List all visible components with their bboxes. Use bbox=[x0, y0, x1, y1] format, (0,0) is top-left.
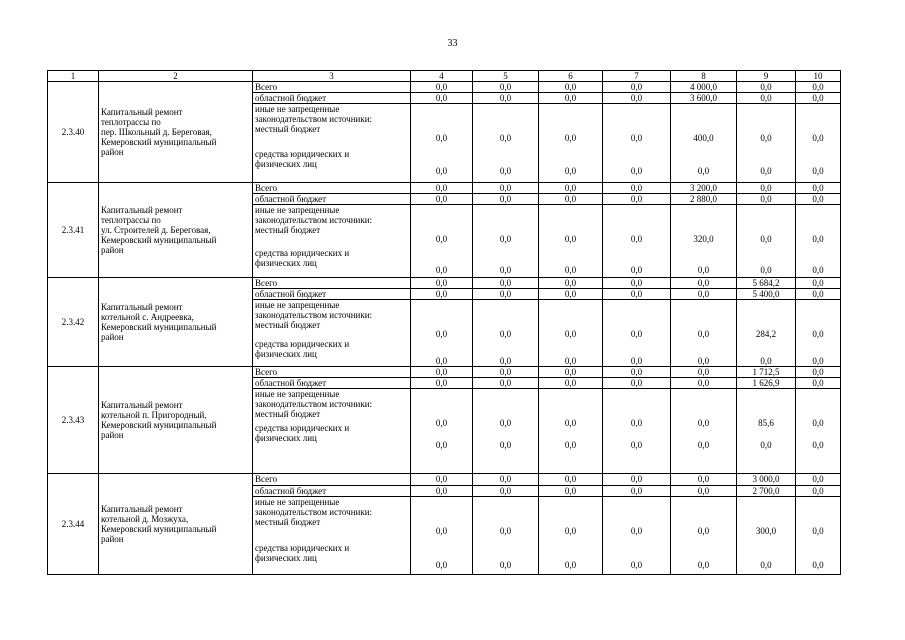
value-cell-pair bbox=[603, 300, 671, 367]
local-value: 0,0 bbox=[435, 133, 448, 143]
value-cell-pair bbox=[671, 104, 737, 183]
legal-value: 0,0 bbox=[564, 440, 577, 450]
local-value: 0,0 bbox=[630, 329, 643, 339]
source-local-label: местный бюджет bbox=[255, 517, 321, 527]
legal-value: 0,0 bbox=[564, 265, 577, 275]
value-cell: 0,0 bbox=[796, 194, 841, 205]
source-other-labels bbox=[253, 205, 411, 278]
source-regional-label: областной бюджет bbox=[253, 93, 411, 104]
legal-value: 0,0 bbox=[760, 440, 772, 450]
source-other-labels bbox=[253, 104, 411, 183]
item-name-line: котельной п. Пригородный, bbox=[101, 410, 207, 420]
source-other-line: законодательством источники: bbox=[255, 310, 373, 320]
local-value: 0,0 bbox=[435, 329, 448, 339]
column-header: 7 bbox=[603, 71, 671, 82]
source-total-label: Всего bbox=[253, 278, 411, 289]
value-cell-pair bbox=[539, 104, 603, 183]
value-cell-pair bbox=[539, 300, 603, 367]
value-cell: 0,0 bbox=[473, 93, 539, 104]
value-cell: 0,0 bbox=[671, 278, 737, 289]
source-other-line: иные не запрещенные bbox=[255, 300, 340, 310]
column-header: 3 bbox=[253, 71, 411, 82]
legal-value: 0,0 bbox=[630, 265, 643, 275]
item-name-line: Кемеровский муниципальный bbox=[101, 322, 217, 332]
item-name-line: пер. Школьный д. Береговая, bbox=[101, 127, 212, 137]
source-other-labels bbox=[253, 300, 411, 367]
local-value: 0,0 bbox=[435, 234, 448, 244]
value-cell: 0,0 bbox=[411, 194, 473, 205]
column-header: 10 bbox=[796, 71, 841, 82]
value-cell: 0,0 bbox=[737, 183, 796, 194]
source-legal-label: физических лиц bbox=[255, 433, 317, 443]
local-value: 0,0 bbox=[564, 418, 577, 428]
value-cell: 0,0 bbox=[539, 367, 603, 378]
source-legal-label: физических лиц bbox=[255, 553, 317, 563]
value-cell-pair bbox=[473, 300, 539, 367]
value-cell: 0,0 bbox=[737, 194, 796, 205]
local-value: 0,0 bbox=[499, 133, 512, 143]
value-cell: 0,0 bbox=[603, 278, 671, 289]
value-cell: 0,0 bbox=[539, 183, 603, 194]
value-cell-pair bbox=[603, 389, 671, 474]
local-value: 0,0 bbox=[499, 418, 512, 428]
value-cell: 5 684,2 bbox=[737, 278, 796, 289]
value-cell: 0,0 bbox=[473, 183, 539, 194]
legal-value: 0,0 bbox=[760, 265, 772, 275]
legal-value: 0,0 bbox=[697, 560, 710, 570]
legal-value: 0,0 bbox=[630, 440, 643, 450]
value-cell: 0,0 bbox=[796, 486, 841, 497]
item-name bbox=[99, 278, 253, 367]
item-number: 2.3.43 bbox=[48, 367, 99, 474]
source-legal-label: средства юридических и bbox=[255, 149, 350, 159]
source-regional-label: областной бюджет bbox=[253, 486, 411, 497]
column-header: 9 bbox=[737, 71, 796, 82]
item-name-line: теплотрассы по bbox=[101, 215, 161, 225]
table-row bbox=[48, 82, 841, 93]
item-name-line: Капитальный ремонт bbox=[101, 205, 183, 215]
value-cell-pair bbox=[796, 389, 841, 474]
item-name-line: район bbox=[101, 534, 124, 544]
local-value: 0,0 bbox=[760, 133, 772, 143]
item-name-line: Капитальный ремонт bbox=[101, 107, 183, 117]
value-cell-pair bbox=[796, 104, 841, 183]
source-legal-label: средства юридических и bbox=[255, 339, 350, 349]
local-value: 0,0 bbox=[435, 526, 448, 536]
value-cell: 0,0 bbox=[539, 82, 603, 93]
value-cell: 0,0 bbox=[473, 474, 539, 486]
local-value: 0,0 bbox=[630, 526, 643, 536]
local-value: 0,0 bbox=[812, 329, 824, 339]
value-cell: 0,0 bbox=[603, 367, 671, 378]
item-name bbox=[99, 367, 253, 474]
local-value: 0,0 bbox=[697, 418, 710, 428]
value-cell-pair bbox=[539, 497, 603, 575]
local-value: 85,6 bbox=[758, 418, 774, 428]
item-name-line: котельной д. Мозжуха, bbox=[101, 514, 189, 524]
value-cell: 0,0 bbox=[603, 486, 671, 497]
value-cell: 0,0 bbox=[796, 278, 841, 289]
item-number: 2.3.44 bbox=[48, 474, 99, 575]
table-row bbox=[48, 278, 841, 289]
value-cell: 0,0 bbox=[411, 289, 473, 300]
column-header: 2 bbox=[99, 71, 253, 82]
value-cell-pair bbox=[473, 389, 539, 474]
source-other-line: иные не запрещенные bbox=[255, 497, 340, 507]
local-value: 0,0 bbox=[435, 418, 448, 428]
value-cell: 0,0 bbox=[473, 367, 539, 378]
value-cell-pair bbox=[603, 205, 671, 278]
legal-value: 0,0 bbox=[499, 356, 512, 366]
value-cell: 4 000,0 bbox=[671, 82, 737, 93]
value-cell-pair bbox=[473, 104, 539, 183]
source-legal-label: физических лиц bbox=[255, 159, 317, 169]
table-row bbox=[48, 474, 841, 486]
value-cell: 0,0 bbox=[411, 378, 473, 389]
source-other-line: иные не запрещенные bbox=[255, 389, 340, 399]
value-cell: 0,0 bbox=[473, 278, 539, 289]
legal-value: 0,0 bbox=[435, 166, 448, 176]
value-cell: 0,0 bbox=[796, 474, 841, 486]
item-name-line: Кемеровский муниципальный bbox=[101, 524, 217, 534]
value-cell: 0,0 bbox=[671, 486, 737, 497]
value-cell: 3 200,0 bbox=[671, 183, 737, 194]
local-value: 300,0 bbox=[755, 526, 777, 536]
value-cell: 0,0 bbox=[473, 378, 539, 389]
value-cell: 0,0 bbox=[539, 278, 603, 289]
value-cell: 0,0 bbox=[539, 474, 603, 486]
local-value: 0,0 bbox=[564, 133, 577, 143]
legal-value: 0,0 bbox=[630, 356, 643, 366]
local-value: 0,0 bbox=[812, 234, 824, 244]
value-cell: 0,0 bbox=[603, 93, 671, 104]
value-cell: 0,0 bbox=[411, 82, 473, 93]
legal-value: 0,0 bbox=[435, 265, 448, 275]
source-other-labels bbox=[253, 389, 411, 474]
legal-value: 0,0 bbox=[435, 440, 448, 450]
value-cell-pair bbox=[737, 205, 796, 278]
page-number: 33 bbox=[447, 38, 458, 49]
value-cell: 0,0 bbox=[411, 367, 473, 378]
legal-value: 0,0 bbox=[630, 560, 643, 570]
value-cell: 0,0 bbox=[796, 82, 841, 93]
local-value: 400,0 bbox=[693, 133, 714, 143]
source-legal-label: средства юридических и bbox=[255, 248, 350, 258]
source-local-label: местный бюджет bbox=[255, 124, 321, 134]
item-number: 2.3.40 bbox=[48, 82, 99, 183]
column-header: 6 bbox=[539, 71, 603, 82]
legal-value: 0,0 bbox=[697, 440, 710, 450]
value-cell: 0,0 bbox=[603, 378, 671, 389]
value-cell-pair bbox=[539, 205, 603, 278]
column-header: 4 bbox=[411, 71, 473, 82]
value-cell: 0,0 bbox=[411, 93, 473, 104]
value-cell-pair bbox=[796, 497, 841, 575]
value-cell: 0,0 bbox=[539, 93, 603, 104]
value-cell: 0,0 bbox=[411, 486, 473, 497]
value-cell-pair bbox=[796, 205, 841, 278]
local-value: 0,0 bbox=[812, 526, 824, 536]
local-value: 0,0 bbox=[812, 133, 824, 143]
item-number: 2.3.42 bbox=[48, 278, 99, 367]
item-name-line: район bbox=[101, 430, 124, 440]
local-value: 0,0 bbox=[630, 133, 643, 143]
item-name bbox=[99, 474, 253, 575]
legal-value: 0,0 bbox=[435, 560, 448, 570]
source-other-line: законодательством источники: bbox=[255, 114, 373, 124]
source-legal-label: средства юридических и bbox=[255, 423, 350, 433]
legal-value: 0,0 bbox=[760, 560, 772, 570]
value-cell: 0,0 bbox=[796, 289, 841, 300]
value-cell-pair bbox=[411, 497, 473, 575]
value-cell: 0,0 bbox=[796, 183, 841, 194]
value-cell-pair bbox=[737, 497, 796, 575]
value-cell: 0,0 bbox=[671, 367, 737, 378]
legal-value: 0,0 bbox=[499, 440, 512, 450]
local-value: 0,0 bbox=[630, 234, 643, 244]
value-cell: 0,0 bbox=[671, 289, 737, 300]
legal-value: 0,0 bbox=[564, 560, 577, 570]
legal-value: 0,0 bbox=[697, 166, 710, 176]
value-cell: 0,0 bbox=[473, 289, 539, 300]
legal-value: 0,0 bbox=[812, 265, 824, 275]
value-cell-pair bbox=[671, 300, 737, 367]
legal-value: 0,0 bbox=[630, 166, 643, 176]
source-regional-label: областной бюджет bbox=[253, 289, 411, 300]
value-cell: 5 400,0 bbox=[737, 289, 796, 300]
legal-value: 0,0 bbox=[760, 166, 772, 176]
source-regional-label: областной бюджет bbox=[253, 194, 411, 205]
value-cell: 0,0 bbox=[411, 183, 473, 194]
source-other-line: законодательством источники: bbox=[255, 507, 373, 517]
local-value: 0,0 bbox=[564, 234, 577, 244]
source-other-line: иные не запрещенные bbox=[255, 205, 340, 215]
value-cell: 0,0 bbox=[603, 183, 671, 194]
legal-value: 0,0 bbox=[564, 356, 577, 366]
item-name-line: район bbox=[101, 147, 124, 157]
value-cell: 0,0 bbox=[603, 474, 671, 486]
source-other-line: законодательством источники: bbox=[255, 215, 373, 225]
item-name-line: Кемеровский муниципальный bbox=[101, 420, 217, 430]
item-name bbox=[99, 82, 253, 183]
value-cell: 0,0 bbox=[737, 93, 796, 104]
value-cell: 0,0 bbox=[603, 194, 671, 205]
table-row bbox=[48, 367, 841, 378]
source-local-label: местный бюджет bbox=[255, 320, 321, 330]
column-header: 8 bbox=[671, 71, 737, 82]
local-value: 320,0 bbox=[693, 234, 714, 244]
value-cell: 0,0 bbox=[411, 278, 473, 289]
value-cell-pair bbox=[411, 389, 473, 474]
item-name-line: район bbox=[101, 332, 124, 342]
local-value: 0,0 bbox=[564, 526, 577, 536]
local-value: 0,0 bbox=[697, 526, 710, 536]
value-cell: 3 000,0 bbox=[737, 474, 796, 486]
source-local-label: местный бюджет bbox=[255, 409, 321, 419]
source-total-label: Всего bbox=[253, 82, 411, 93]
source-other-line: иные не запрещенные bbox=[255, 104, 340, 114]
item-name-line: Кемеровский муниципальный bbox=[101, 235, 217, 245]
legal-value: 0,0 bbox=[812, 166, 824, 176]
item-name-line: котельной с. Андреевка, bbox=[101, 312, 194, 322]
source-total-label: Всего bbox=[253, 183, 411, 194]
value-cell-pair bbox=[539, 389, 603, 474]
value-cell-pair bbox=[671, 497, 737, 575]
value-cell: 0,0 bbox=[473, 82, 539, 93]
header-row bbox=[48, 71, 841, 82]
source-total-label: Всего bbox=[253, 474, 411, 486]
legal-value: 0,0 bbox=[697, 265, 710, 275]
value-cell-pair bbox=[411, 104, 473, 183]
item-name-line: район bbox=[101, 245, 124, 255]
value-cell: 0,0 bbox=[603, 82, 671, 93]
value-cell-pair bbox=[603, 104, 671, 183]
local-value: 0,0 bbox=[499, 234, 512, 244]
item-name-line: Капитальный ремонт bbox=[101, 302, 183, 312]
value-cell: 0,0 bbox=[539, 194, 603, 205]
value-cell-pair bbox=[737, 389, 796, 474]
source-legal-label: физических лиц bbox=[255, 258, 317, 268]
value-cell-pair bbox=[737, 104, 796, 183]
item-name-line: Капитальный ремонт bbox=[101, 400, 183, 410]
source-other-line: законодательством источники: bbox=[255, 399, 373, 409]
legal-value: 0,0 bbox=[812, 356, 824, 366]
source-legal-label: физических лиц bbox=[255, 349, 317, 359]
value-cell-pair bbox=[411, 300, 473, 367]
legal-value: 0,0 bbox=[435, 356, 448, 366]
item-number: 2.3.41 bbox=[48, 183, 99, 278]
local-value: 0,0 bbox=[760, 234, 772, 244]
value-cell: 3 600,0 bbox=[671, 93, 737, 104]
legal-value: 0,0 bbox=[697, 356, 710, 366]
column-header: 1 bbox=[48, 71, 99, 82]
value-cell: 0,0 bbox=[737, 82, 796, 93]
item-name-line: Капитальный ремонт bbox=[101, 504, 183, 514]
value-cell: 1 712,5 bbox=[737, 367, 796, 378]
budget-table bbox=[47, 70, 841, 575]
column-header: 5 bbox=[473, 71, 539, 82]
legal-value: 0,0 bbox=[499, 560, 512, 570]
value-cell-pair bbox=[737, 300, 796, 367]
value-cell: 0,0 bbox=[796, 93, 841, 104]
value-cell-pair bbox=[671, 389, 737, 474]
value-cell: 0,0 bbox=[603, 289, 671, 300]
legal-value: 0,0 bbox=[564, 166, 577, 176]
item-name-line: теплотрассы по bbox=[101, 117, 161, 127]
local-value: 0,0 bbox=[499, 526, 512, 536]
value-cell: 0,0 bbox=[671, 378, 737, 389]
value-cell: 0,0 bbox=[473, 486, 539, 497]
value-cell: 1 626,9 bbox=[737, 378, 796, 389]
item-name bbox=[99, 183, 253, 278]
value-cell: 0,0 bbox=[796, 378, 841, 389]
source-total-label: Всего bbox=[253, 367, 411, 378]
value-cell: 0,0 bbox=[473, 194, 539, 205]
legal-value: 0,0 bbox=[812, 440, 824, 450]
value-cell: 0,0 bbox=[539, 378, 603, 389]
source-legal-label: средства юридических и bbox=[255, 543, 350, 553]
local-value: 284,2 bbox=[755, 329, 777, 339]
value-cell: 2 880,0 bbox=[671, 194, 737, 205]
value-cell-pair bbox=[473, 205, 539, 278]
value-cell-pair bbox=[603, 497, 671, 575]
value-cell-pair bbox=[796, 300, 841, 367]
source-other-labels bbox=[253, 497, 411, 575]
value-cell-pair bbox=[671, 205, 737, 278]
source-regional-label: областной бюджет bbox=[253, 378, 411, 389]
item-name-line: ул. Строителей д. Береговая, bbox=[101, 225, 211, 235]
local-value: 0,0 bbox=[630, 418, 643, 428]
value-cell: 2 700,0 bbox=[737, 486, 796, 497]
source-local-label: местный бюджет bbox=[255, 225, 321, 235]
value-cell-pair bbox=[411, 205, 473, 278]
legal-value: 0,0 bbox=[499, 166, 512, 176]
local-value: 0,0 bbox=[564, 329, 577, 339]
value-cell: 0,0 bbox=[411, 474, 473, 486]
table-row bbox=[48, 183, 841, 194]
local-value: 0,0 bbox=[499, 329, 512, 339]
item-name-line: Кемеровский муниципальный bbox=[101, 137, 217, 147]
legal-value: 0,0 bbox=[760, 356, 772, 366]
value-cell-pair bbox=[473, 497, 539, 575]
legal-value: 0,0 bbox=[812, 560, 824, 570]
value-cell: 0,0 bbox=[796, 367, 841, 378]
local-value: 0,0 bbox=[812, 418, 824, 428]
local-value: 0,0 bbox=[697, 329, 710, 339]
legal-value: 0,0 bbox=[499, 265, 512, 275]
value-cell: 0,0 bbox=[671, 474, 737, 486]
value-cell: 0,0 bbox=[539, 289, 603, 300]
value-cell: 0,0 bbox=[539, 486, 603, 497]
